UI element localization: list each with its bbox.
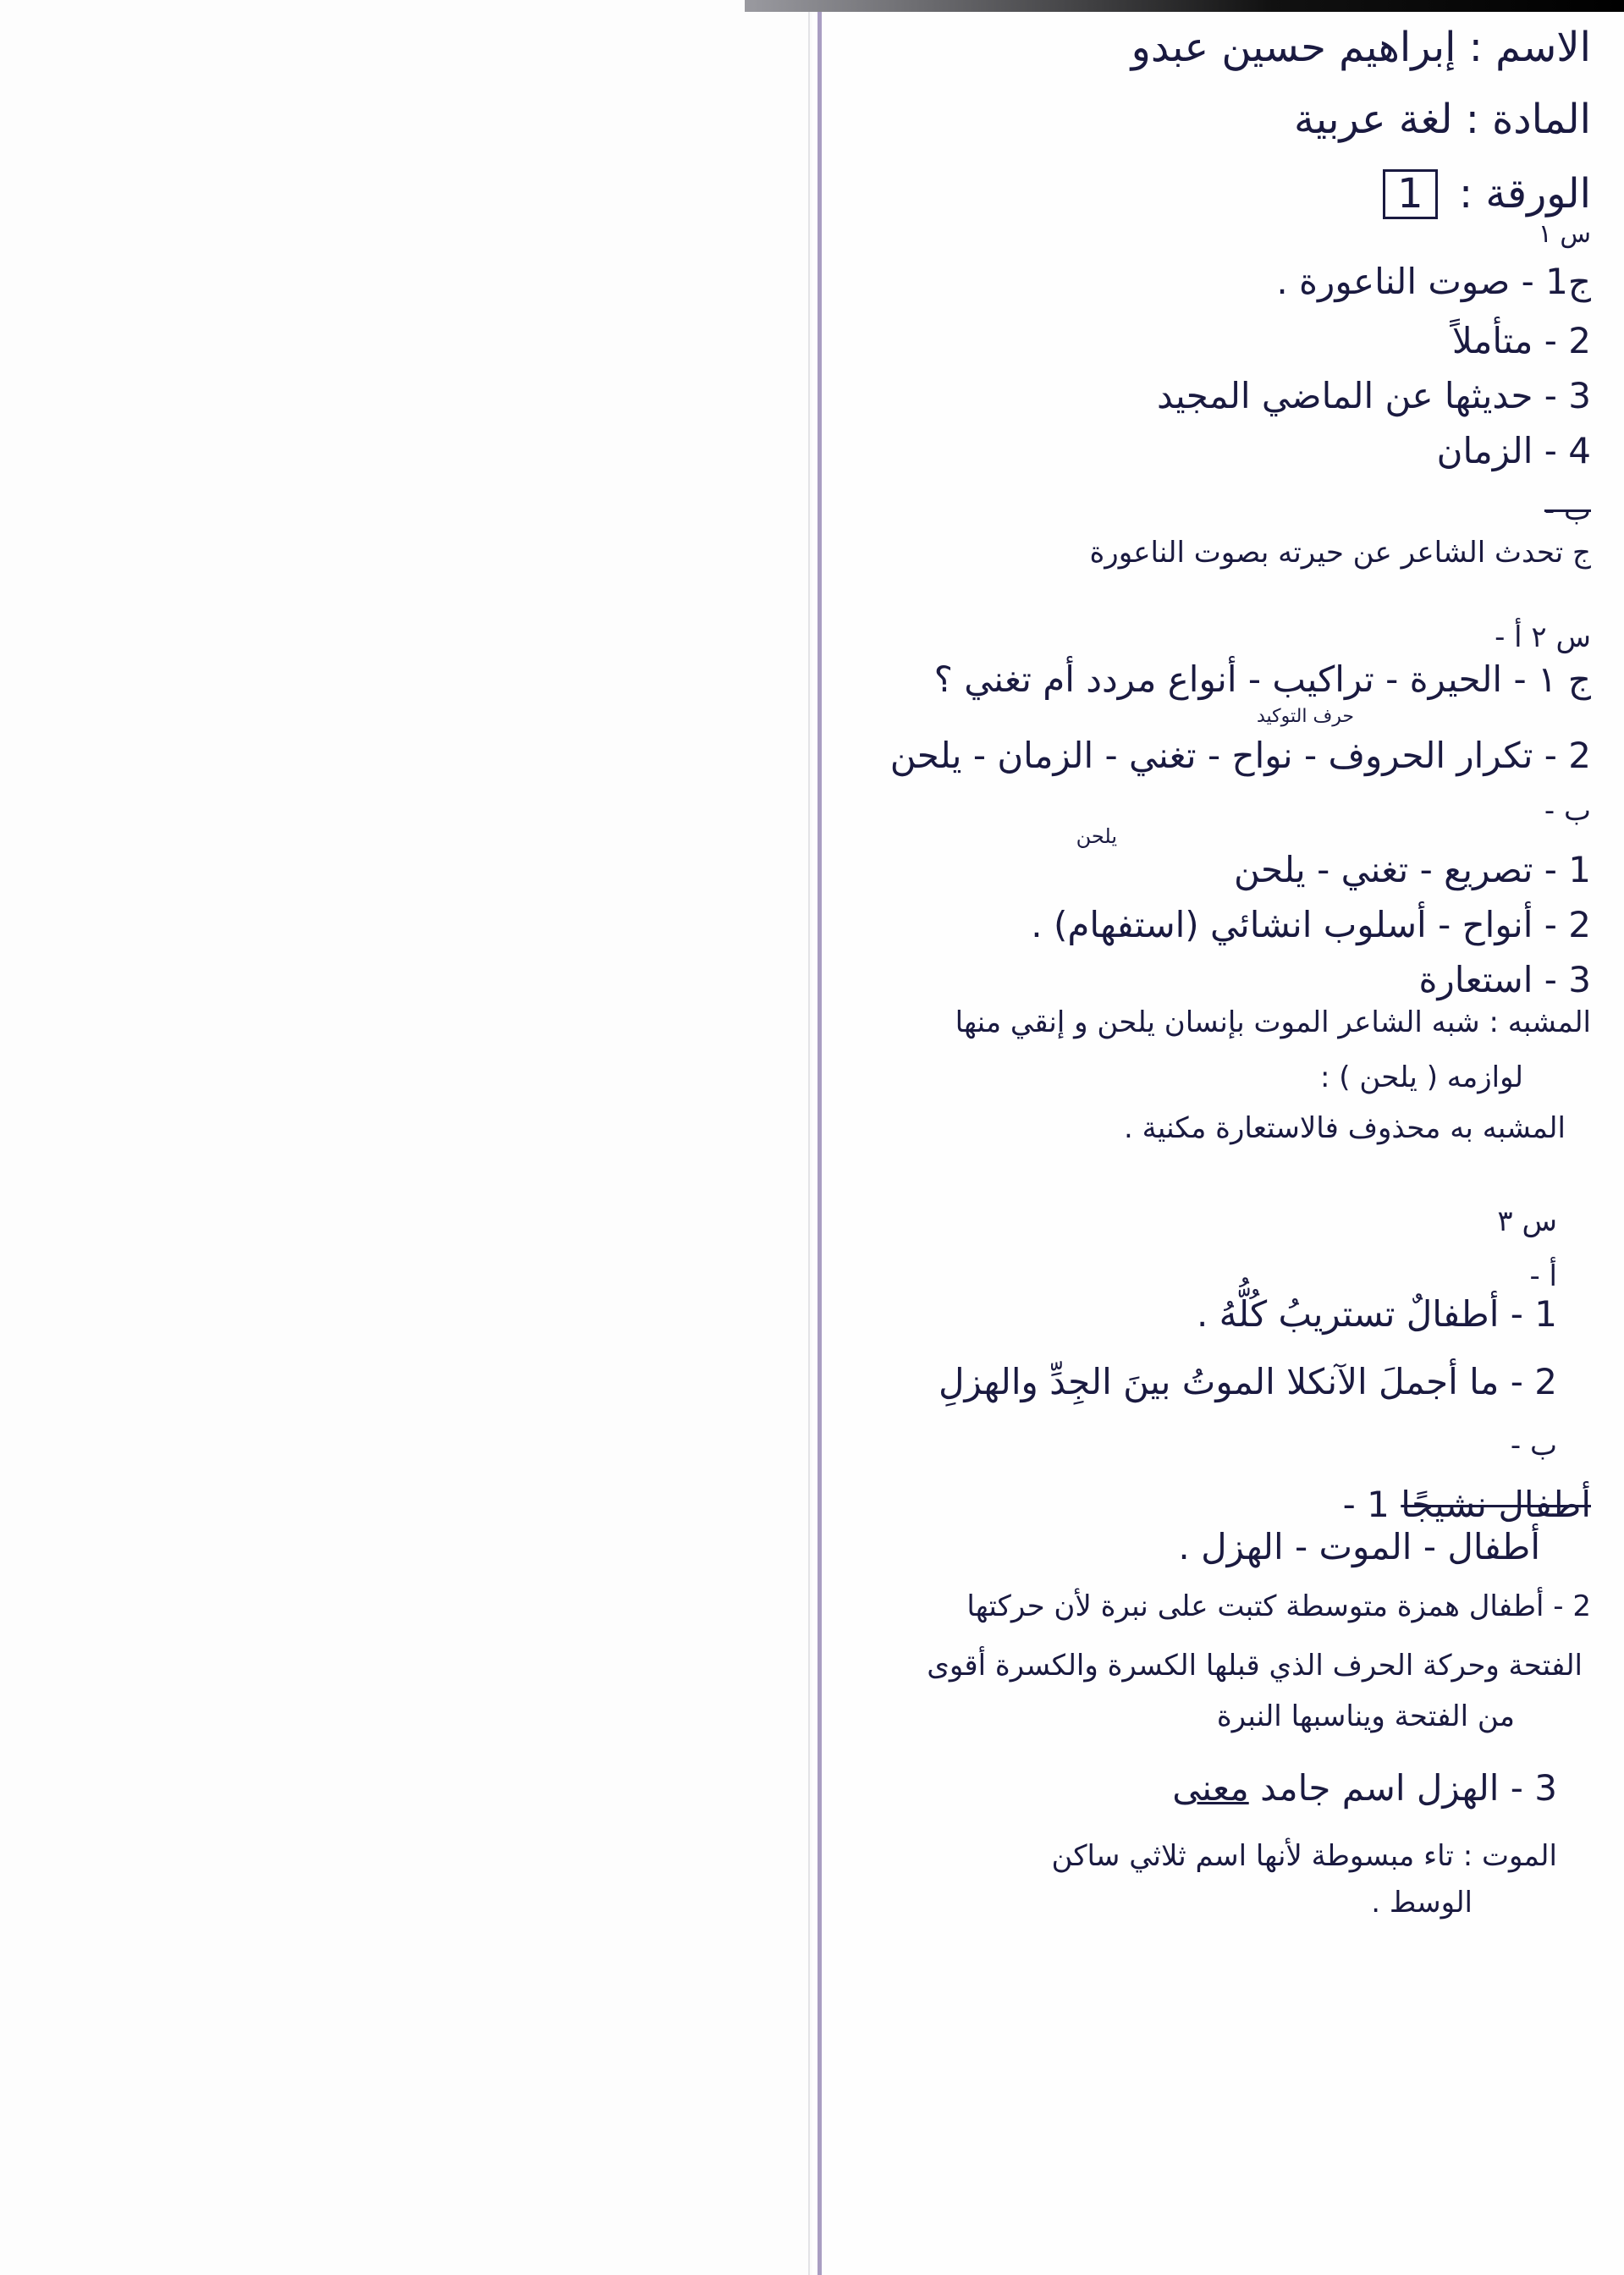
q2-answer-2-note: حرف التوكيد	[1256, 706, 1354, 727]
subject-line: المادة : لغة عربية	[1293, 96, 1591, 143]
q3-a-answer-2: 2 - ما أجملَ الآنكلا الموتُ بينَ الجِدِّ والهزلِ	[938, 1361, 1557, 1402]
paper-line	[1383, 169, 1591, 219]
q2-b-answer-3: 3 - استعارة	[1418, 959, 1591, 1000]
q2-b3-line-1: المشبه : شبه الشاعر الموت بإنسان يلحن و إنقي منها	[955, 1005, 1591, 1039]
q3-b2-line-1: 2 - أطفال همزة متوسطة كتبت على نبرة لأن حركتها	[966, 1589, 1591, 1623]
q3-a-answer-1: 1 - أطفالٌ تستريبُ كُلُّهُ .	[1196, 1293, 1557, 1335]
q2-b3-line-2: لوازمه ( يلحن ) :	[1320, 1060, 1523, 1094]
q3-b3-underlined: معنى	[1172, 1767, 1249, 1809]
q1-heading: س ١	[1538, 219, 1591, 249]
q1-answer-4: 4 - الزمان	[1436, 430, 1591, 471]
q2-b-answer-2: 2 - أنواح - أسلوب انشائي (استفهام) .	[1031, 904, 1591, 945]
q3-heading: س ٣	[1497, 1204, 1557, 1238]
q1-b-heading: ب -	[1544, 493, 1591, 527]
q2-heading: س ٢ أ -	[1495, 620, 1591, 654]
left-blank-page	[0, 0, 808, 2275]
q3-b1-number: 1 -	[1342, 1484, 1390, 1525]
q3-b1-struck-text: أطفال نشيجًا	[1401, 1484, 1591, 1525]
q3-a-heading: أ -	[1529, 1259, 1557, 1293]
q2-b-heading: ب -	[1544, 794, 1591, 828]
q1-answer-3: 3 - حديثها عن الماضي المجيد	[1157, 375, 1591, 416]
q1-b-answer: ج تحدث الشاعر عن حيرته بصوت الناعورة	[1089, 536, 1591, 570]
q1-answer-2: 2 - متأملاً	[1451, 320, 1591, 361]
q2-b-answer-1: 1 - تصريع - تغني - يلحن	[1234, 849, 1591, 890]
q1-answer-1: ج1 - صوت الناعورة .	[1276, 261, 1591, 302]
q3-b-answer-1: أطفال - الموت - الهزل .	[1178, 1526, 1540, 1567]
q3-b3-prefix: 3 - الهزل اسم جامد	[1260, 1767, 1557, 1809]
q2-b1-note: يلحن	[1076, 824, 1117, 848]
q3-b2-line-2: الفتحة وحركة الحرف الذي قبلها الكسرة والكسرة أقوى	[927, 1649, 1583, 1683]
q3-b1-struck-line	[1343, 1485, 1591, 1524]
paper-label: الورقة :	[1458, 170, 1591, 218]
q3-b4-line-1: الموت : تاء مبسوطة لأنها اسم ثلاثي ساكن	[1051, 1839, 1557, 1873]
q3-b2-line-3: من الفتحة ويناسبها النبرة	[1216, 1699, 1515, 1733]
q3-b4-line-2: الوسط .	[1371, 1886, 1473, 1920]
q3-b-heading: ب -	[1510, 1429, 1557, 1462]
q2-b3-line-3: المشبه به محذوف فالاستعارة مكنية .	[1124, 1111, 1566, 1145]
student-name: الاسم : إبراهيم حسين عبدو	[1131, 24, 1591, 71]
page-fold-shadow	[808, 0, 810, 2275]
margin-rule-line	[818, 0, 822, 2275]
q2-answer-1: ج ١ - الحيرة - تراكيب - أنواع مردد أم تغني ؟	[933, 658, 1591, 700]
q2-answer-2: 2 - تكرار الحروف - نواح - تغني - الزمان - يلحن	[889, 735, 1591, 776]
answer-sheet	[834, 17, 1591, 1920]
paper-number-box: 1	[1383, 169, 1438, 219]
dark-corner-shadow	[745, 0, 1624, 12]
q3-b3-line	[1172, 1769, 1557, 1808]
